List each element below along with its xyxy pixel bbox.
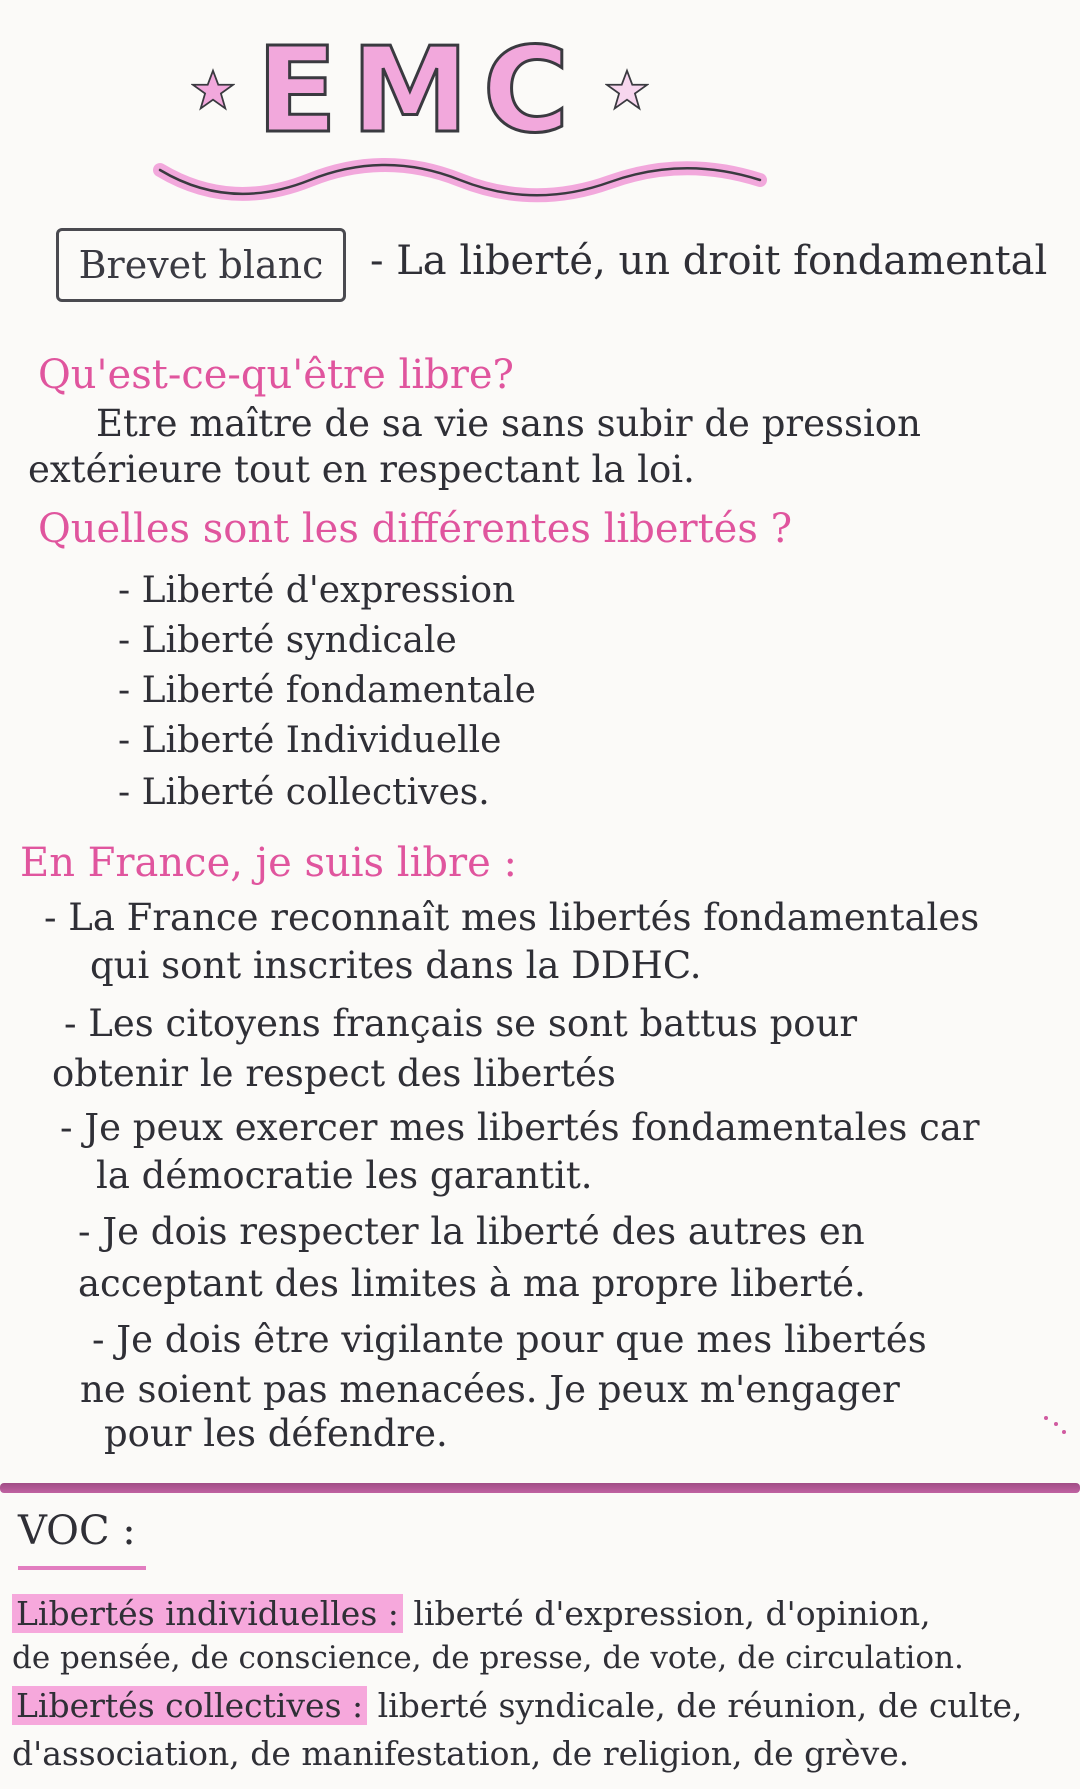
point-line: - Je peux exercer mes libertés fondamentales car <box>60 1106 980 1149</box>
list-item: - Liberté d'expression <box>118 570 516 611</box>
point-line: - La France reconnaît mes libertés fondamentales <box>44 896 980 939</box>
voc-def-1a: liberté d'expression, d'opinion, <box>413 1594 931 1633</box>
voc-line-1 <box>12 1594 931 1633</box>
ink-dots-mark <box>1040 1410 1070 1440</box>
point-line: pour les défendre. <box>104 1412 448 1455</box>
point-line: acceptant des limites à ma propre liberté. <box>78 1262 866 1305</box>
question-3: En France, je suis libre : <box>20 840 517 886</box>
point-line: - Les citoyens français se sont battus pour <box>64 1002 858 1045</box>
point-line: qui sont inscrites dans la DDHC. <box>90 944 702 987</box>
brevet-blanc-box <box>56 228 346 302</box>
point-line: obtenir le respect des libertés <box>52 1052 616 1095</box>
list-item: - Liberté Individuelle <box>118 720 502 761</box>
point-line: la démocratie les garantit. <box>96 1154 593 1197</box>
point-line: ne soient pas menacées. Je peux m'engager <box>80 1368 900 1411</box>
brevet-blanc-label: Brevet blanc <box>78 243 324 287</box>
voc-line-3 <box>12 1686 1023 1725</box>
section-divider <box>0 1483 1080 1493</box>
question-1: Qu'est-ce-qu'être libre? <box>38 352 514 398</box>
page-title: EMC <box>256 21 584 159</box>
answer-1-line-2: extérieure tout en respectant la loi. <box>28 448 695 491</box>
voc-term-individuelles: Libertés individuelles : <box>12 1594 403 1633</box>
star-icon <box>605 68 649 112</box>
wave-underline <box>150 150 770 210</box>
voc-def-2b: d'association, de manifestation, de religion, de grève. <box>12 1734 910 1773</box>
list-item: - Liberté collectives. <box>118 772 490 813</box>
star-icon <box>191 68 235 112</box>
answer-1-line-1: Etre maître de sa vie sans subir de pression <box>96 402 921 445</box>
point-line: - Je dois être vigilante pour que mes libertés <box>92 1318 927 1361</box>
question-2: Quelles sont les différentes libertés ? <box>38 506 793 552</box>
voc-term-collectives: Libertés collectives : <box>12 1686 367 1725</box>
title-block <box>160 20 680 160</box>
voc-underline <box>18 1566 146 1570</box>
voc-def-1b: de pensée, de conscience, de presse, de vote, de circulation. <box>12 1640 964 1676</box>
list-item: - Liberté syndicale <box>118 620 457 661</box>
voc-def-2a: liberté syndicale, de réunion, de culte, <box>377 1686 1023 1725</box>
voc-heading: VOC : <box>18 1508 136 1554</box>
point-line: - Je dois respecter la liberté des autres en <box>78 1210 865 1253</box>
page-subtitle: - La liberté, un droit fondamental <box>370 238 1048 284</box>
list-item: - Liberté fondamentale <box>118 670 536 711</box>
